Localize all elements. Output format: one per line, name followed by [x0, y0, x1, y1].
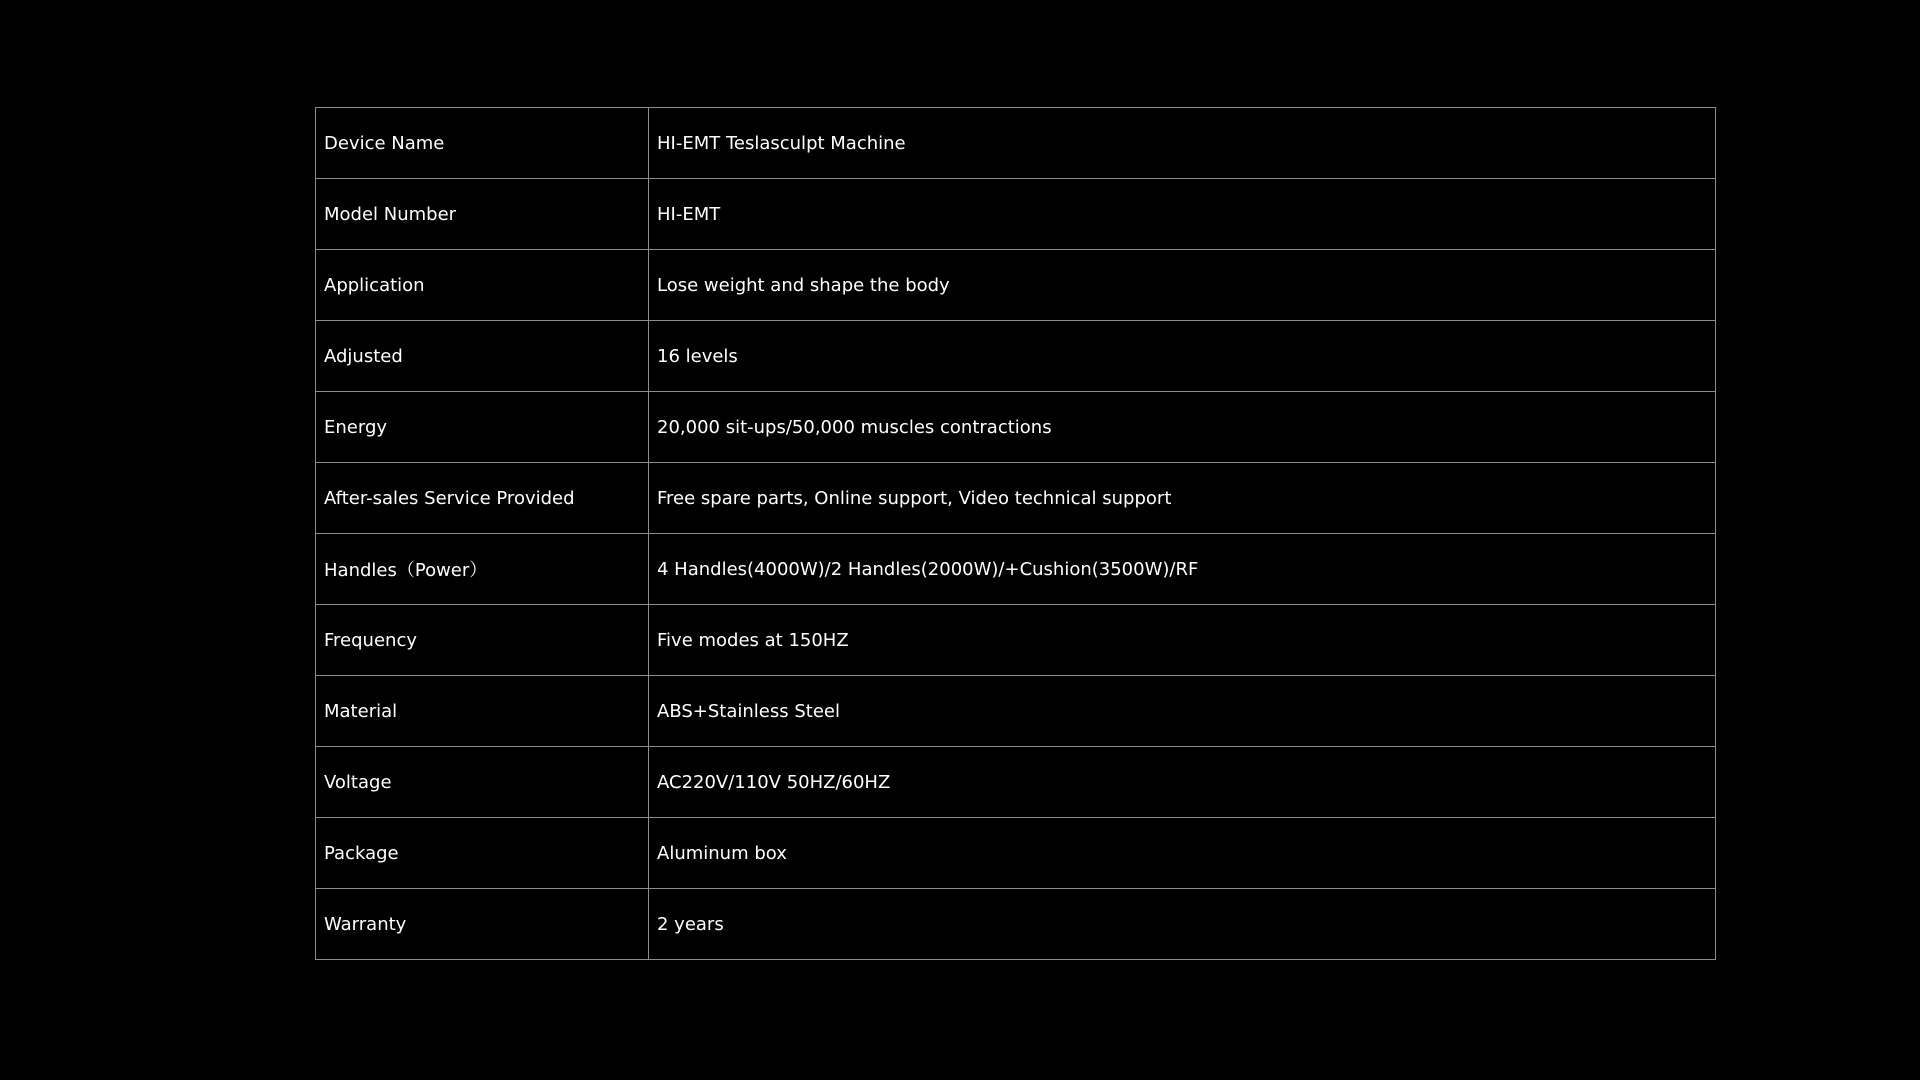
table-row-material	[316, 676, 1716, 747]
table-row-model-number	[316, 179, 1716, 250]
row-label: After-sales Service Provided	[316, 463, 649, 534]
row-value: HI-EMT	[649, 179, 1716, 250]
row-value: Aluminum box	[649, 818, 1716, 889]
table-row-application	[316, 250, 1716, 321]
row-value: 4 Handles(4000W)/2 Handles(2000W)/+Cushion(3500W)/RF	[649, 534, 1716, 605]
table-row-frequency	[316, 605, 1716, 676]
row-value: AC220V/110V 50HZ/60HZ	[649, 747, 1716, 818]
row-label: Voltage	[316, 747, 649, 818]
table-row-handles	[316, 534, 1716, 605]
row-value: ABS+Stainless Steel	[649, 676, 1716, 747]
row-label: Material	[316, 676, 649, 747]
table-row-package	[316, 818, 1716, 889]
row-value: 20,000 sit-ups/50,000 muscles contractions	[649, 392, 1716, 463]
row-label: Application	[316, 250, 649, 321]
table-row-adjusted	[316, 321, 1716, 392]
row-label: Model Number	[316, 179, 649, 250]
spec-table	[315, 107, 1716, 960]
row-label: Frequency	[316, 605, 649, 676]
row-label: Handles（Power）	[316, 534, 649, 605]
row-label: Energy	[316, 392, 649, 463]
row-value: Five modes at 150HZ	[649, 605, 1716, 676]
row-value: Free spare parts, Online support, Video technical support	[649, 463, 1716, 534]
table-row-energy	[316, 392, 1716, 463]
row-label: Package	[316, 818, 649, 889]
row-value: Lose weight and shape the body	[649, 250, 1716, 321]
row-value: HI-EMT Teslasculpt Machine	[649, 108, 1716, 179]
table-row-voltage	[316, 747, 1716, 818]
table-row-after-sales	[316, 463, 1716, 534]
table-row-device-name	[316, 108, 1716, 179]
table-row-warranty	[316, 889, 1716, 960]
row-label: Adjusted	[316, 321, 649, 392]
row-value: 16 levels	[649, 321, 1716, 392]
row-value: 2 years	[649, 889, 1716, 960]
row-label: Device Name	[316, 108, 649, 179]
row-label: Warranty	[316, 889, 649, 960]
